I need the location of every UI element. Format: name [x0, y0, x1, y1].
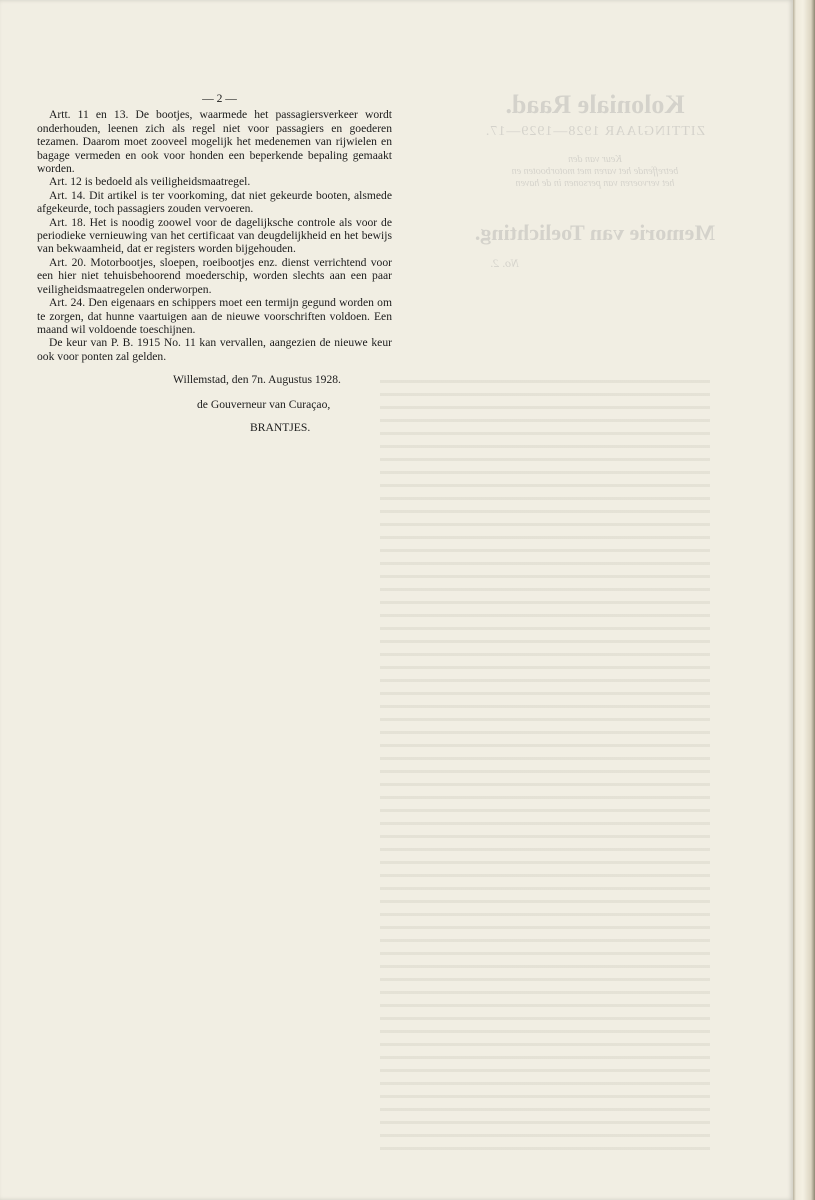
governor-line: de Gouverneur van Curaçao,: [197, 397, 331, 411]
show-through-text-lines: [380, 380, 710, 1150]
paragraph-art-20: Art. 20. Motorbootjes, sloepen, roeibootjes enz. dienst verrichtend voor een hier niet tehuisbehoorend moederschip, worden slechts aan een paar veiligheidsmaatregelen onderworpen.: [37, 255, 392, 296]
paragraph-keur-1915: De keur van P. B. 1915 No. 11 kan vervallen, aangezien de nieuwe keur ook voor ponten zal gelden.: [37, 336, 392, 363]
book-spine: [793, 0, 815, 1200]
paragraph-artt-11-13: Artt. 11 en 13. De bootjes, waarmede het passagiersverkeer wordt onderhouden, leenen zich als regel niet voor passagiers en goederen tezamen. Daarom moet zooveel mogelijk het medenemen van rijwielen en bagage vermeden en ook voor honden een beperkende bepaling gemaakt worden.: [37, 108, 392, 176]
paragraph-art-14: Art. 14. Dit artikel is ter voorkoming, dat niet gekeurde booten, alsmede afgekeurde, toch passagiers zouden vervoeren.: [37, 188, 392, 216]
paragraph-art-24: Art. 24. Den eigenaars en schippers moet een termijn gegund worden om te zorgen, dat hunne vaartuigen aan de nieuwe voorschriften voldoen. Een maand wil voldoende toeschijnen.: [37, 296, 392, 336]
date-line: Willemstad, den 7n. Augustus 1928.: [173, 373, 341, 387]
paragraph-art-18: Art. 18. Het is noodig zoowel voor de dagelijksche controle als voor de periodieke vernieuwing van het certificaat van deugdelijkheid en het bewijs van bekwaamheid, dat er registers worden bijgehouden.: [37, 215, 392, 256]
paragraph-art-12: Art. 12 is bedoeld als veiligheidsmaatregel.: [49, 175, 251, 189]
signature-name: BRANTJES.: [250, 420, 311, 434]
page-number: — 2 —: [202, 92, 237, 105]
text-column: [37, 92, 392, 434]
show-through-ghost-text: Koloniale Raad. ZITTINGJAAR 1928—1929—17. Keur van den betreffende het varen met motorbooten en het vervoeren van personen in de haven Memorie van Toelichting. No. 2.: [474, 90, 716, 270]
